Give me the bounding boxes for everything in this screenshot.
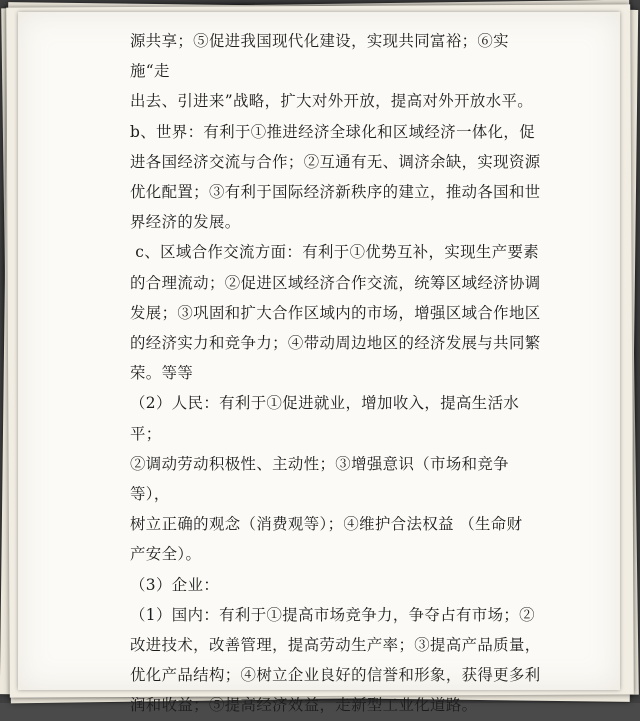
text-line: 改进技术，改善管理，提高劳动生产率；③提高产品质量， — [130, 636, 541, 655]
text-line: 荣。等等 — [130, 364, 194, 383]
document-text — [130, 26, 548, 721]
text-line: 树立正确的观念（消费观等）；④维护合法权益 （生命财 — [130, 515, 523, 534]
text-line: 的经济实力和竞争力；④带动周边地区的经济发展与共同繁 — [130, 334, 541, 353]
text-line: 的合理流动；②促进区域经济合作交流，统筹区域经济协调 — [130, 273, 541, 292]
text-line: （2）人民：有利于①促进就业，增加收入，提高生活水平； — [130, 394, 520, 443]
text-line: 发展；③巩固和扩大合作区域内的市场，增强区域合作地区 — [130, 303, 541, 322]
text-line: ②调动劳动积极性、主动性；③增强意识（市场和竞争等）， — [130, 454, 509, 504]
text-line: 产安全）。 — [130, 545, 202, 564]
text-line: c、区域合作交流方面：有利于①优势互补，实现生产要素 — [130, 243, 540, 262]
text-line: 润和收益；⑤提高经济效益，走新型工业化道路。 — [130, 696, 478, 715]
text-line: b、世界：有利于①推进经济全球化和区域经济一体化，促 — [130, 122, 536, 141]
text-line: 界经济的发展。 — [130, 213, 241, 232]
text-line: 源共享；⑤促进我国现代化建设，实现共同富裕；⑥实施“走 — [130, 32, 509, 81]
text-line: 优化配置；③有利于国际经济新秩序的建立，推动各国和世 — [130, 183, 541, 202]
text-line: （3）企业： — [130, 575, 220, 594]
document-page — [18, 12, 620, 715]
text-line: 进各国经济交流与合作；②互通有无、调济余缺，实现资源 — [130, 152, 541, 171]
text-line: 优化产品结构；④树立企业良好的信誉和形象，获得更多利 — [130, 666, 541, 685]
text-line: （1）国内：有利于①提高市场竞争力，争夺占有市场；② — [130, 605, 535, 624]
text-line: 出去、引进来”战略，扩大对外开放，提高对外开放水平。 — [130, 92, 534, 111]
